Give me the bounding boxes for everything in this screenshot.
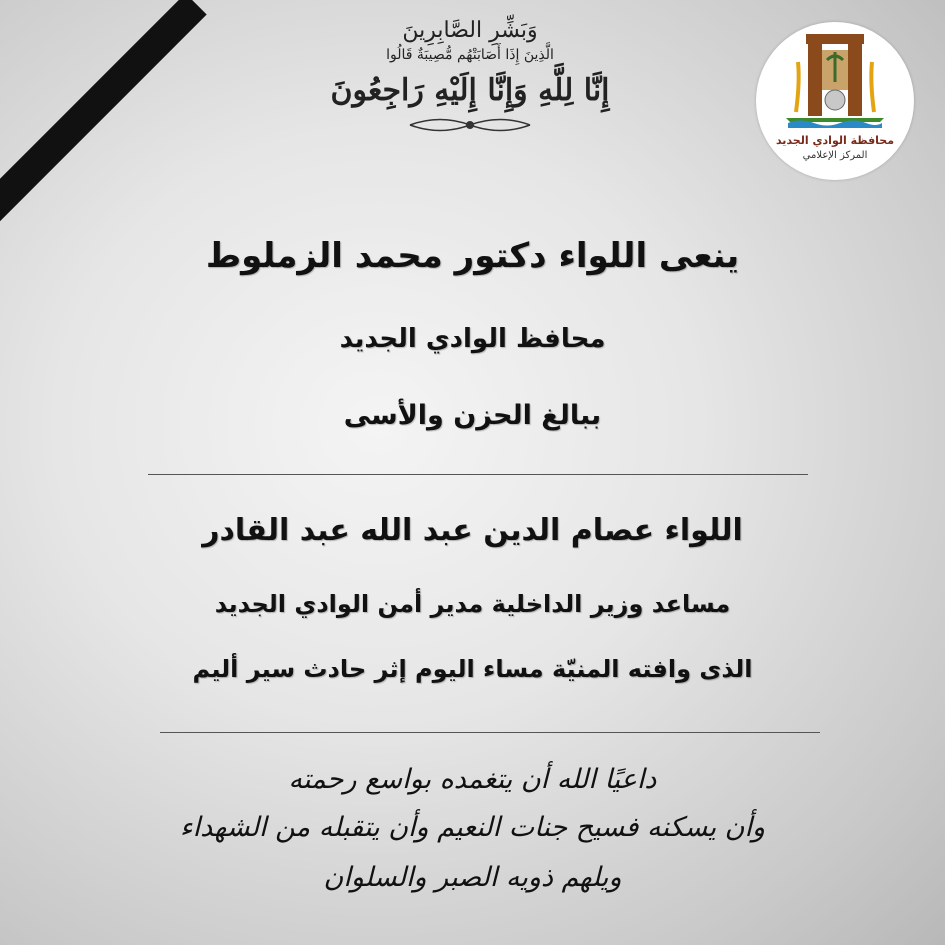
deceased-title: مساعد وزير الداخلية مدير أمن الوادي الجديد xyxy=(214,590,731,618)
deceased-details: الذى وافته المنيّة مساء اليوم إثر حادث سير أليم xyxy=(192,655,753,683)
verse-line-1: وَبَشِّرِ الصَّابِرِينَ xyxy=(402,18,538,43)
prayer-line-1: داعيًا الله أن يتغمده بواسع رحمته xyxy=(288,764,657,795)
divider-bottom xyxy=(160,732,820,733)
prayer-line-3: ويلهم ذويه الصبر والسلوان xyxy=(323,862,622,893)
divider-top xyxy=(148,474,808,475)
ornament-icon xyxy=(405,114,535,136)
verse-line-3: إِنَّا لِلَّهِ وَإِنَّا إِلَيْهِ رَاجِعُونَ xyxy=(330,73,610,108)
mourning-ribbon xyxy=(0,0,207,227)
logo-name: محافظة الوادي الجديد xyxy=(775,134,895,147)
deceased-name: اللواء عصام الدين عبد الله عبد القادر xyxy=(202,513,743,548)
quran-verse xyxy=(330,10,610,190)
governorate-logo xyxy=(756,22,914,180)
announcement-line-1: ينعى اللواء دكتور محمد الزملوط xyxy=(205,236,740,276)
announcement-line-2: محافظ الوادي الجديد xyxy=(339,324,606,354)
prayer-line-2: وأن يسكنه فسيح جنات النعيم وأن يتقبله من الشهداء xyxy=(179,812,766,843)
logo-subtitle: المركز الإعلامي xyxy=(802,150,868,161)
announcement-line-3: ببالغ الحزن والأسى xyxy=(343,400,602,431)
verse-line-2: الَّذِينَ إِذَا أَصَابَتْهُم مُّصِيبَةٌ قَالُوا xyxy=(386,47,554,63)
